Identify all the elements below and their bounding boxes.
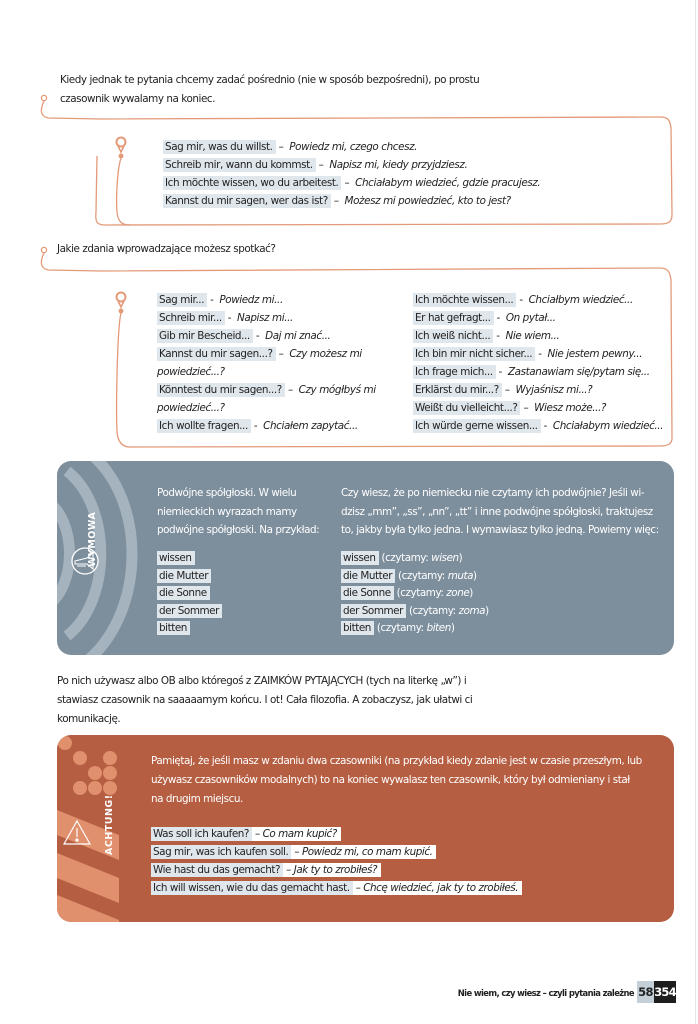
achtung-text — [151, 752, 642, 809]
phrases-left-column — [157, 291, 382, 435]
text-line: dzisz „mm”, „ss”, „nn”, „tt” i inne podwójne spółgłoski, traktujesz — [341, 505, 653, 518]
german-word: die Sonne — [341, 586, 394, 600]
german-phrase: Ich weiß nicht... — [413, 329, 493, 343]
text-line: Pamiętaj, że jeśli masz w zdaniu dwa czasowniki (na przykład kiedy zdanie jest w czasie przeszłym, lub — [151, 755, 642, 767]
reading-value: biten — [426, 622, 451, 634]
example-row — [151, 879, 522, 897]
wymowa-readings-list — [341, 550, 489, 638]
phrase-row — [413, 399, 663, 417]
reading-value: zoma — [458, 604, 486, 617]
example-row — [163, 192, 540, 210]
polish-translation: Chciałabym wiedzieć, gdzie pracujesz. — [355, 177, 541, 189]
achtung-examples — [151, 825, 522, 897]
phrase-row — [413, 327, 663, 345]
text-line: niemieckich wyrazach mamy — [157, 505, 297, 518]
german-word: die Sonne — [157, 586, 210, 600]
dash: - — [255, 330, 260, 342]
dash: - — [253, 420, 258, 432]
pin-icon-1 — [117, 138, 126, 147]
example-row — [151, 861, 522, 879]
polish-translation: Możesz mi powiedzieć, kto to jest? — [344, 195, 511, 207]
polish-phrase: Daj mi znać... — [265, 330, 331, 342]
reading-suffix: ) — [469, 587, 473, 599]
german-phrase: Ich würde gerne wissen... — [413, 419, 541, 433]
phrase-row — [157, 327, 382, 345]
pin-icon-2 — [117, 293, 126, 302]
phrase-row — [413, 291, 663, 309]
phrase-row — [157, 291, 382, 309]
text-line: Po nich używasz albo OB albo któregoś z ZAIMKÓW PYTAJĄCYCH (tych na literkę „w”) i — [57, 675, 467, 687]
reading-row — [341, 620, 489, 638]
german-phrase: Erklärst du mir...? — [413, 383, 502, 397]
intro-paragraph — [60, 71, 479, 109]
polish-translation: – Powiedz mi, co mam kupić. — [291, 845, 436, 859]
reading-prefix: (czytamy: — [408, 604, 459, 617]
example-row — [163, 156, 540, 174]
phrase-row — [413, 363, 663, 381]
bracket-dot-1 — [41, 95, 46, 100]
german-phrase: Ich wollte fragen... — [157, 419, 251, 433]
polish-phrase: Nie jestem pewny... — [547, 348, 643, 360]
footer-chapter-title: Nie wiem, czy wiesz – czyli pytania zależne — [457, 988, 634, 998]
intro-line-1: Kiedy jednak te pytania chcemy zadać pośrednio (nie w sposób bezpośredni), po prostu — [60, 74, 480, 86]
page-number: 354 — [654, 981, 676, 1003]
polish-translation: Powiedz mi, czego chcesz. — [289, 141, 418, 153]
dash: – — [278, 348, 284, 360]
german-word: wissen — [341, 551, 379, 565]
reading-prefix: (czytamy: — [396, 587, 447, 599]
text-line: komunikację. — [57, 713, 121, 725]
dash: – — [318, 159, 324, 171]
dash: – — [278, 141, 284, 153]
example-row — [151, 825, 522, 843]
polish-phrase: Czy mógłbyś mi powiedzieć...? — [157, 384, 376, 414]
polish-translation: Napisz mi, kiedy przyjdziesz. — [329, 159, 468, 171]
text-line: to, jakby była tylko jedna. I wymawiasz tylko jedną. Powiemy więc: — [341, 524, 659, 536]
bracket-dot-2 — [41, 247, 46, 252]
german-phrase: Sag mir... — [157, 293, 207, 307]
polish-phrase: Zastanawiam się/pytam się... — [507, 366, 650, 378]
german-phrase: Ich frage mich... — [413, 365, 496, 379]
text-line: stawiasz czasownik na saaaaamym końcu. I ot! Cała filozofia. A zobaczysz, jak ułatwi ci — [57, 694, 473, 706]
question-heading: Jakie zdania wprowadzające możesz spotkać? — [57, 243, 276, 255]
german-word: wissen — [157, 551, 195, 565]
dash: – — [504, 384, 510, 396]
intro-line-2: czasownik wywalamy na koniec. — [60, 93, 216, 105]
phrase-row — [413, 345, 663, 363]
reading-suffix: ) — [458, 552, 463, 564]
page-edge — [695, 0, 696, 1024]
reading-row — [341, 603, 489, 621]
german-phrase: Ich bin mir nicht sicher... — [413, 347, 535, 361]
wymowa-word-list — [157, 550, 222, 638]
polish-phrase: Powiedz mi... — [219, 294, 283, 306]
polish-phrase: On pytał... — [505, 312, 556, 324]
wymowa-left-text — [157, 484, 319, 540]
text-line: używasz czasowników modalnych) to na koniec wywalasz ten czasownik, który był odmieniany i stał — [151, 774, 630, 786]
german-sentence: Ich möchte wissen, wo du arbeitest. — [163, 176, 341, 190]
dash: - — [538, 348, 542, 360]
example-row — [163, 138, 540, 156]
reading-prefix: (czytamy: — [381, 552, 432, 564]
dash: - — [496, 330, 500, 342]
dash: – — [344, 177, 350, 189]
polish-translation: – Chcę wiedzieć, jak ty to zrobiłeś. — [353, 881, 522, 895]
reading-value: zone — [446, 587, 470, 599]
german-phrase: Gib mir Bescheid... — [157, 329, 253, 343]
polish-phrase: Chciałbym wiedzieć... — [528, 294, 633, 306]
phrase-row — [157, 309, 382, 327]
dash: - — [227, 312, 232, 324]
chapter-number: 58 — [637, 981, 654, 1003]
phrases-right-column — [413, 291, 663, 435]
german-sentence: Kannst du mir sagen, wer das ist? — [163, 194, 331, 208]
dash: - — [543, 420, 547, 432]
german-word: der Sommer — [341, 604, 406, 618]
example-row — [151, 843, 522, 861]
german-phrase: Ich möchte wissen... — [413, 293, 516, 307]
polish-translation: – Jak ty to zrobiłeś? — [283, 863, 381, 877]
german-sentence: Sag mir, was ich kaufen soll. — [151, 845, 291, 859]
phrase-row — [413, 381, 663, 399]
achtung-label: ACHTUNG! — [104, 794, 115, 855]
dash: - — [496, 312, 500, 324]
polish-phrase: Wiesz może...? — [534, 402, 607, 414]
polish-translation: – Co mam kupić? — [252, 827, 341, 841]
german-word: die Mutter — [157, 569, 211, 583]
polish-phrase: Chciałem zapytać... — [263, 420, 358, 432]
polish-phrase: Wyjaśnisz mi...? — [515, 384, 593, 396]
german-phrase: Schreib mir... — [157, 311, 225, 325]
german-phrase: Könntest du mir sagen...? — [157, 383, 285, 397]
german-sentence: Wie hast du das gemacht? — [151, 863, 283, 877]
reading-prefix: (czytamy: — [398, 569, 448, 582]
reading-value: muta — [447, 569, 474, 582]
example-row — [163, 174, 540, 192]
dash: - — [498, 366, 503, 378]
reading-prefix: (czytamy: — [376, 622, 427, 634]
polish-phrase: Nie wiem... — [505, 330, 560, 342]
paragraph-2 — [57, 672, 472, 729]
german-sentence: Schreib mir, wann du kommst. — [163, 158, 316, 172]
german-phrase: Kannst du mir sagen...? — [157, 347, 276, 361]
german-phrase: Er hat gefragt... — [413, 311, 494, 325]
wymowa-right-text — [341, 484, 659, 540]
polish-phrase: Napisz mi... — [237, 312, 293, 324]
dash: - — [519, 294, 523, 306]
text-line: podwójne spółgłoski. Na przykład: — [157, 524, 320, 536]
reading-row — [341, 568, 489, 586]
reading-suffix: ) — [473, 569, 477, 582]
german-sentence: Was soll ich kaufen? — [151, 827, 252, 841]
wymowa-label: WYMOWA — [87, 511, 98, 567]
reading-suffix: ) — [450, 622, 455, 634]
german-word: bitten — [341, 621, 374, 635]
dash: – — [287, 384, 293, 396]
dash: - — [210, 294, 214, 306]
polish-phrase: Chciałabym wiedzieć... — [552, 420, 664, 432]
phrase-row — [157, 345, 382, 381]
reading-row — [341, 585, 489, 603]
german-phrase: Weißt du vielleicht...? — [413, 401, 520, 415]
german-word: die Mutter — [341, 569, 395, 583]
dash: – — [333, 195, 339, 207]
text-line: na drugim miejscu. — [151, 793, 243, 805]
phrase-row — [413, 309, 663, 327]
phrase-row — [413, 417, 663, 435]
german-word: der Sommer — [157, 604, 222, 618]
phrase-row — [157, 417, 382, 435]
dash: – — [523, 402, 529, 414]
phrase-row — [157, 381, 382, 417]
german-word: bitten — [157, 621, 190, 635]
text-line: Czy wiesz, że po niemiecku nie czytamy ich podwójnie? Jeśli wi- — [341, 487, 645, 499]
polish-phrase: Czy możesz mi powiedzieć...? — [157, 348, 362, 378]
reading-suffix: ) — [485, 604, 489, 617]
examples-list-1 — [163, 138, 540, 210]
reading-row — [341, 550, 489, 568]
german-sentence: Sag mir, was du willst. — [163, 140, 276, 154]
reading-value: wisen — [431, 552, 459, 564]
german-sentence: Ich will wissen, wie du das gemacht hast. — [151, 881, 353, 895]
text-line: Podwójne spółgłoski. W wielu — [157, 487, 297, 499]
